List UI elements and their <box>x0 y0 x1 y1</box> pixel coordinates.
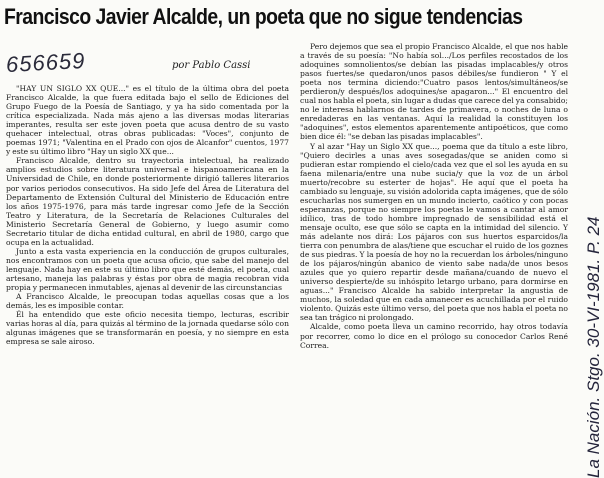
byline: por Pablo Cassi <box>172 60 251 71</box>
paragraph: "HAY UN SIGLO XX QUE..." es el título de la última obra del poeta Francisco Alcalde, la que fuera editada bajo el sello de Ediciones del Grupo Fuego de la Poesía de Santiago, y ya ha sido comentada por la crítica especializada. Nada más ajeno a las diversas modas literarias imperantes, resulta ser este joven poeta que acusa dentro de su vasto quehacer intelectual, otras obras publicadas: "Voces", conjunto de poemas 1971; "Valentina en el Prado con ojos de Alcanfor" cuentos, 1977 y este su último libro "Hay un siglo XX que... <box>6 84 289 157</box>
handwritten-archive-number: 656659 <box>5 47 86 78</box>
paragraph: Francisco Alcalde, dentro su trayectoria intelectual, ha realizado amplios estudios sobre literatura universal e hispanoamericana en la Universidad de Chile, en donde posteriormente dirigió talleres literarios por varios periodos consecutivos. Ha sido Jefe del Área de Literatura del Departamento de Extensión Cultural del Ministerio de Educación entre los años 1975-1976, para más tarde ingresar como Jefe de la Sección Teatro y Literatura, de la Secretaría de Relaciones Culturales del Ministerio Secretaría General de Gobierno, y luego asumir como Secretario titular de dicha entidad cultural, en abril de 1980, cargo que ocupa en la actualidad. <box>6 156 289 247</box>
paragraph: Pero dejemos que sea el propio Francisco Alcalde, el que nos hable a través de su poesía: "No había sol.../Los perfiles recostados de los adoquines somnolientos/se debían las pisadas implacables/y otros pasos fuertes/se quedaron/unos pasos débiles/se fundieron " Y el poeta nos termina diciendo:"Cuatro pasos lentos/simultáneos/se perdieron/y después/los adoquines/se apagaron..." El encuentro del cual nos habla el poeta, sin lugar a dudas que carece del ya consabido; no le interesa hablarnos de tardes de primavera, o noches de luna o enredaderas en las ventanas. Aquí la realidad la constituyen los "adoquines", estos elementos aparentemente antipoéticos, que como bien dice él: "se deban las pisadas implacables". <box>300 42 568 142</box>
paragraph: Alcalde, como poeta lleva un camino recorrido, hay otros todavía por recorrer, como lo dice en el prólogo su conocedor Carlos René Correa. <box>300 322 568 350</box>
headline: Francisco Javier Alcalde, un poeta que no sigue tendencias <box>4 4 523 29</box>
article-column-left <box>6 84 289 346</box>
paragraph: Junto a esta vasta experiencia en la conducción de grupos culturales, nos encontramos con un poeta que acusa oficio, que sabe del manejo del lenguaje. Nada hay en este su último libro que esté demás, el poeta, cual artesano, maneja las palabras y éstas por obra de magia recobran vida propia y permanecen inmutables, ajenas al devenir de las circunstancias <box>6 246 289 293</box>
paragraph: A Francisco Alcalde, le preocupan todas aquellas cosas que a los demás, les es imposible contar. <box>6 292 289 311</box>
paragraph: Él ha entendido que este oficio necesita tiempo, lecturas, escribir varias horas al día, para quizás al término de la jornada quedarse sólo con algunas imágenes que se transformarán en poesía, y no siempre en esta empresa se sale airoso. <box>6 310 289 347</box>
article-column-right <box>300 42 568 350</box>
handwritten-source-note: La Nación. Stgo. 30-VI-1981. P. 24 <box>584 216 603 478</box>
paragraph: Y al azar "Hay un Siglo XX que..., poema que da título a este libro, "Quiero decirles a unas aves sosegadas/que se aniden como si pudieran estar rompiendo el cielo/cada vez que el sol les ayuda en su faena milenaria/entre una nube sucia/y que la voz de un árbol muerto/recobre su esterter de hojas". He aquí que el poeta ha cambiado su lenguaje, su visión adolorida capta imágenes, que de sólo escucharlas nos sumergen en un mundo incierto, caótico y con pocas esperanzas, porque no siempre los poetas le vamos a cantar al amor idílico, tras de todo hombre impregnado de sensibilidad está el mensaje oculto, ese que sólo se capta en la intimidad del silencio. Y más adelante nos dirá: Los pájaros con sus huertos esparcidos/la tierra con penumbra de alas/tiene que escuchar el ruido de los goznes de sus piedras. Y la poesía de hoy no la recuerdan los árboles/ninguno de los pájaros/ningún abanico de viento sabe nada/de unos besos azules que yo quiero repartir desde mañana/cuando de nuevo el universo despierte/de su inhóspito letargo urbano, para dormirse en aguas..." Francisco Alcalde ha sabido interpretar la angustia de muchos, la soledad que en cada amanecer es acuchillada por el ruido violento. Quizás este último verso, del poeta que nos habla el poeta no sea tan trágico ni prolongado. <box>300 141 568 323</box>
